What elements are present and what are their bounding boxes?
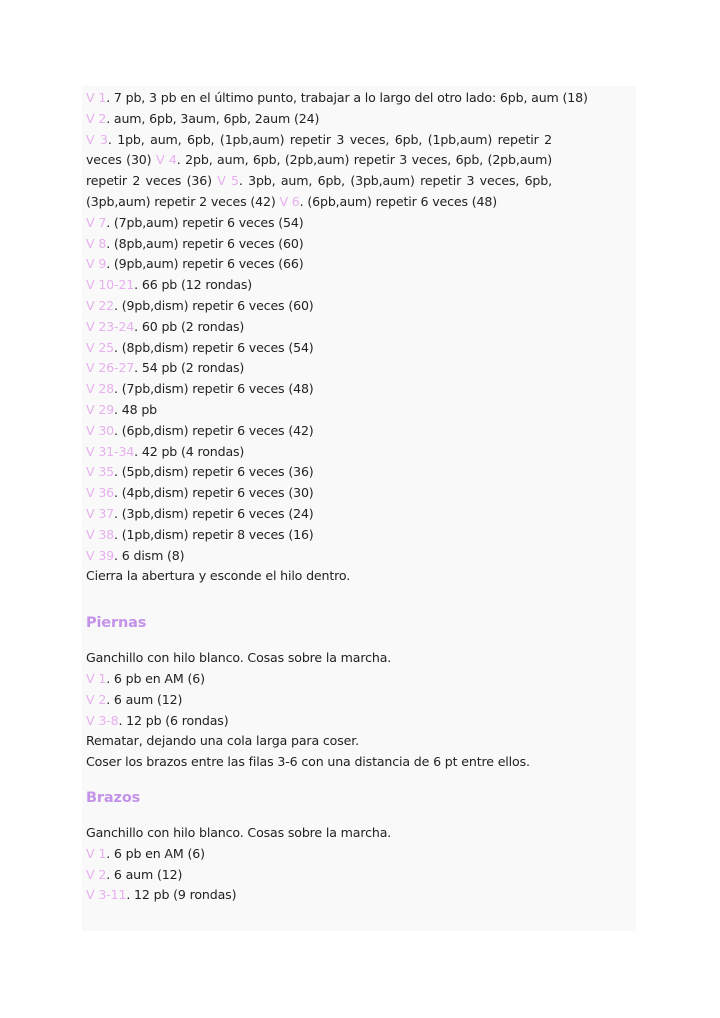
round-label: V 35 — [86, 464, 115, 480]
round-label: V 36 — [86, 485, 115, 501]
round-label: V 29 — [86, 401, 115, 417]
round-label: V 1 — [86, 670, 107, 686]
round-line — [86, 400, 552, 421]
round-line — [86, 690, 552, 711]
round-line — [86, 462, 552, 483]
round-line — [86, 88, 588, 109]
round-label: V 1 — [86, 845, 107, 861]
round-text: . 48 pb — [114, 401, 158, 417]
round-line — [86, 213, 552, 234]
round-line — [86, 421, 552, 442]
round-line — [86, 275, 552, 296]
round-text: . (7pb,dism) repetir 6 veces (48) — [114, 381, 314, 397]
round-text: . 6 pb en AM (6) — [106, 845, 205, 861]
round-label: V 38 — [86, 526, 115, 542]
round-label: V 10-21 — [86, 277, 135, 293]
round-text: . aum, 6pb, 3aum, 6pb, 2aum (24) — [106, 110, 320, 126]
round-label: V 5 — [217, 173, 239, 189]
round-text: . 6 aum (12) — [106, 866, 183, 882]
round-line — [86, 865, 552, 886]
round-label: V 1 — [86, 90, 107, 105]
round-label: V 7 — [86, 214, 107, 230]
round-label: V 30 — [86, 422, 115, 438]
round-text: . (1pb,dism) repetir 8 veces (16) — [114, 526, 314, 542]
round-text: . (6pb,dism) repetir 6 veces (42) — [114, 422, 314, 438]
round-line — [86, 669, 552, 690]
round-label: V 3 — [86, 131, 108, 147]
round-line — [86, 379, 552, 400]
round-text: . 3pb, aum, 6pb, (3pb,aum) repetir 3 veces, 6pb, (3pb,aum) repetir 2 veces (42) — [86, 173, 552, 209]
round-line — [86, 109, 552, 130]
round-line — [86, 317, 552, 338]
round-label: V 8 — [86, 235, 107, 251]
round-label: V 26-27 — [86, 360, 135, 376]
round-text: . (8pb,dism) repetir 6 veces (54) — [114, 339, 314, 355]
section-title-piernas: Piernas — [86, 615, 147, 632]
pattern-content — [86, 88, 588, 906]
closing-note: Cierra la abertura y esconde el hilo dentro. — [86, 568, 351, 584]
round-text: . 2pb, aum, 6pb, (2pb,aum) repetir 3 veces, 6pb, (2pb,aum) repetir 2 veces (36) — [86, 152, 552, 189]
rounds-paragraph — [86, 130, 552, 213]
round-text: . 1pb, aum, 6pb, (1pb,aum) repetir 3 veces, 6pb, (1pb,aum) repetir 2 veces (30) — [86, 131, 552, 168]
round-text: . 54 pb (2 rondas) — [134, 360, 245, 376]
round-label: V 4 — [155, 152, 177, 168]
round-label: V 3-11 — [86, 887, 127, 903]
round-line — [86, 358, 552, 379]
round-label: V 37 — [86, 505, 115, 521]
round-line — [86, 442, 552, 463]
round-line — [86, 234, 552, 255]
instruction-line: Coser los brazos entre las filas 3-6 con una distancia de 6 pt entre ellos. — [86, 754, 530, 770]
round-text: . (9pb,dism) repetir 6 veces (60) — [114, 297, 314, 313]
round-label: V 25 — [86, 339, 115, 355]
round-label: V 23-24 — [86, 318, 135, 334]
round-text: . 6 pb en AM (6) — [106, 670, 205, 686]
round-text: . (5pb,dism) repetir 6 veces (36) — [114, 464, 314, 480]
round-line — [86, 504, 552, 525]
round-label: V 39 — [86, 547, 115, 563]
round-line — [86, 844, 552, 865]
round-line — [86, 885, 552, 906]
round-text: . 66 pb (12 rondas) — [134, 277, 253, 293]
round-text: . (8pb,aum) repetir 6 veces (60) — [106, 235, 304, 251]
round-text: . (6pb,aum) repetir 6 veces (48) — [299, 193, 497, 209]
section-intro: Ganchillo con hilo blanco. Cosas sobre la marcha. — [86, 650, 392, 666]
round-label: V 31-34 — [86, 443, 135, 459]
round-label: V 3-8 — [86, 712, 119, 728]
round-text: . 6 aum (12) — [106, 691, 183, 707]
round-line — [86, 483, 552, 504]
round-text: . (4pb,dism) repetir 6 veces (30) — [114, 485, 314, 501]
round-label: V 2 — [86, 866, 107, 882]
instruction-line: Rematar, dejando una cola larga para coser. — [86, 733, 359, 749]
round-line — [86, 296, 552, 317]
round-text: . 42 pb (4 rondas) — [134, 443, 245, 459]
round-label: V 2 — [86, 110, 107, 126]
round-label: V 9 — [86, 256, 107, 272]
round-line — [86, 525, 552, 546]
round-text: . (7pb,aum) repetir 6 veces (54) — [106, 214, 304, 230]
round-line — [86, 254, 552, 275]
round-text: . 12 pb (9 rondas) — [126, 887, 237, 903]
round-label: V 6 — [279, 193, 300, 209]
round-text: . (3pb,dism) repetir 6 veces (24) — [114, 505, 314, 521]
round-text: . 12 pb (6 rondas) — [118, 712, 229, 728]
round-line — [86, 546, 552, 567]
round-text: . 7 pb, 3 pb en el último punto, trabajar a lo largo del otro lado: 6pb, aum (18) — [106, 90, 588, 105]
round-text: . (9pb,aum) repetir 6 veces (66) — [106, 256, 304, 272]
round-line — [86, 338, 552, 359]
section-title-brazos: Brazos — [86, 789, 141, 806]
round-label: V 2 — [86, 691, 107, 707]
section-intro: Ganchillo con hilo blanco. Cosas sobre la marcha. — [86, 824, 392, 840]
round-label: V 28 — [86, 381, 115, 397]
round-text: . 60 pb (2 rondas) — [134, 318, 245, 334]
round-text: . 6 dism (8) — [114, 547, 185, 563]
round-line — [86, 711, 552, 732]
round-label: V 22 — [86, 297, 115, 313]
